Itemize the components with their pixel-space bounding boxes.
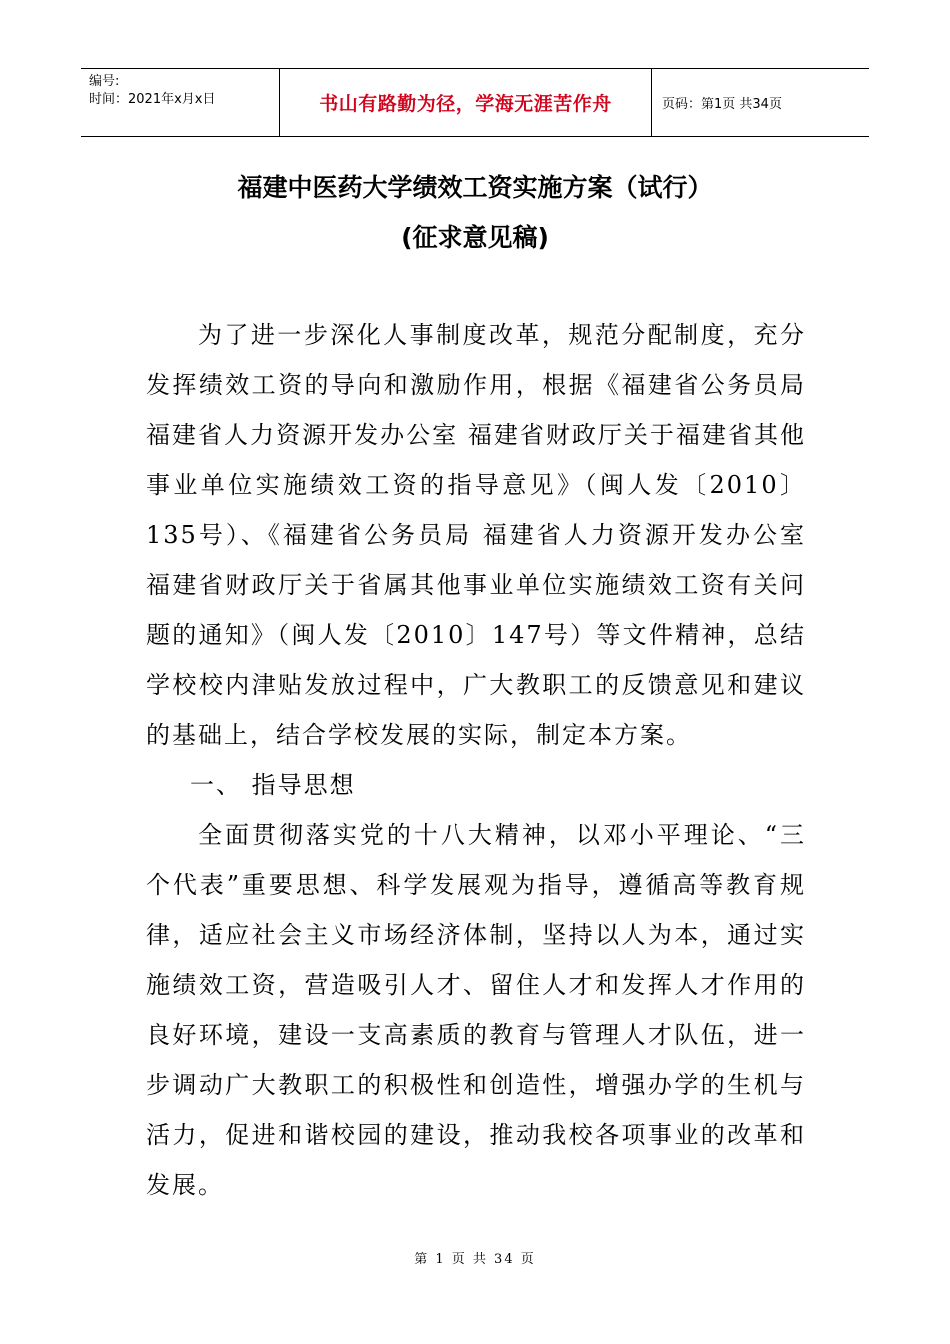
guiding-ideology-paragraph: 全面贯彻落实党的十八大精神，以邓小平理论、“三个代表”重要思想、科学发展观为指导，遵循高等教育规律，适应社会主义市场经济体制，坚持以人为本，通过实施绩效工资，营造吸引人才、留住人才和发挥人才作用的良好环境，建设一支高素质的教育与管理人才队伍，进一步调动广大教职工的积极性和创造性，增强办学的生机与活力，促进和谐校园的建设，推动我校各项事业的改革和发展。 xyxy=(146,821,806,1199)
page-footer: 第 1 页 共 34 页 xyxy=(414,1252,536,1267)
header-motto-cell xyxy=(280,69,652,136)
header-meta-cell xyxy=(81,69,280,136)
section-heading-guiding-ideology: 一、 指导思想 xyxy=(190,771,356,799)
document-time-label: 时间：2021年x月x日 xyxy=(89,92,216,107)
header-table xyxy=(81,68,869,137)
document-body xyxy=(146,310,806,1210)
header-motto: 书山有路勤为径，学海无涯苦作舟 xyxy=(319,93,612,115)
document-title: 福建中医药大学绩效工资实施方案（试行） xyxy=(237,173,713,202)
document-subtitle: (征求意见稿) xyxy=(401,223,549,252)
intro-paragraph: 为了进一步深化人事制度改革，规范分配制度，充分发挥绩效工资的导向和激励作用，根据《福建省公务员局 福建省人力资源开发办公室 福建省财政厅关于福建省其他事业单位实施绩效工资的指导意见》（闽人发〔2010〕135号）、《福建省公务员局 福建省人力资源开发办公室 福建省财政厅关于省属其他事业单位实施绩效工资有关问题的通知》（闽人发〔2010〕147号）等文件精神，总结学校校内津贴发放过程中，广大教职工的反馈意见和建议的基础上，结合学校发展的实际，制定本方案。 xyxy=(146,321,806,749)
header-page-cell xyxy=(652,69,869,136)
header-page-info: 页码：第1页 共34页 xyxy=(662,97,782,112)
document-number-label: 编号: xyxy=(89,74,120,89)
